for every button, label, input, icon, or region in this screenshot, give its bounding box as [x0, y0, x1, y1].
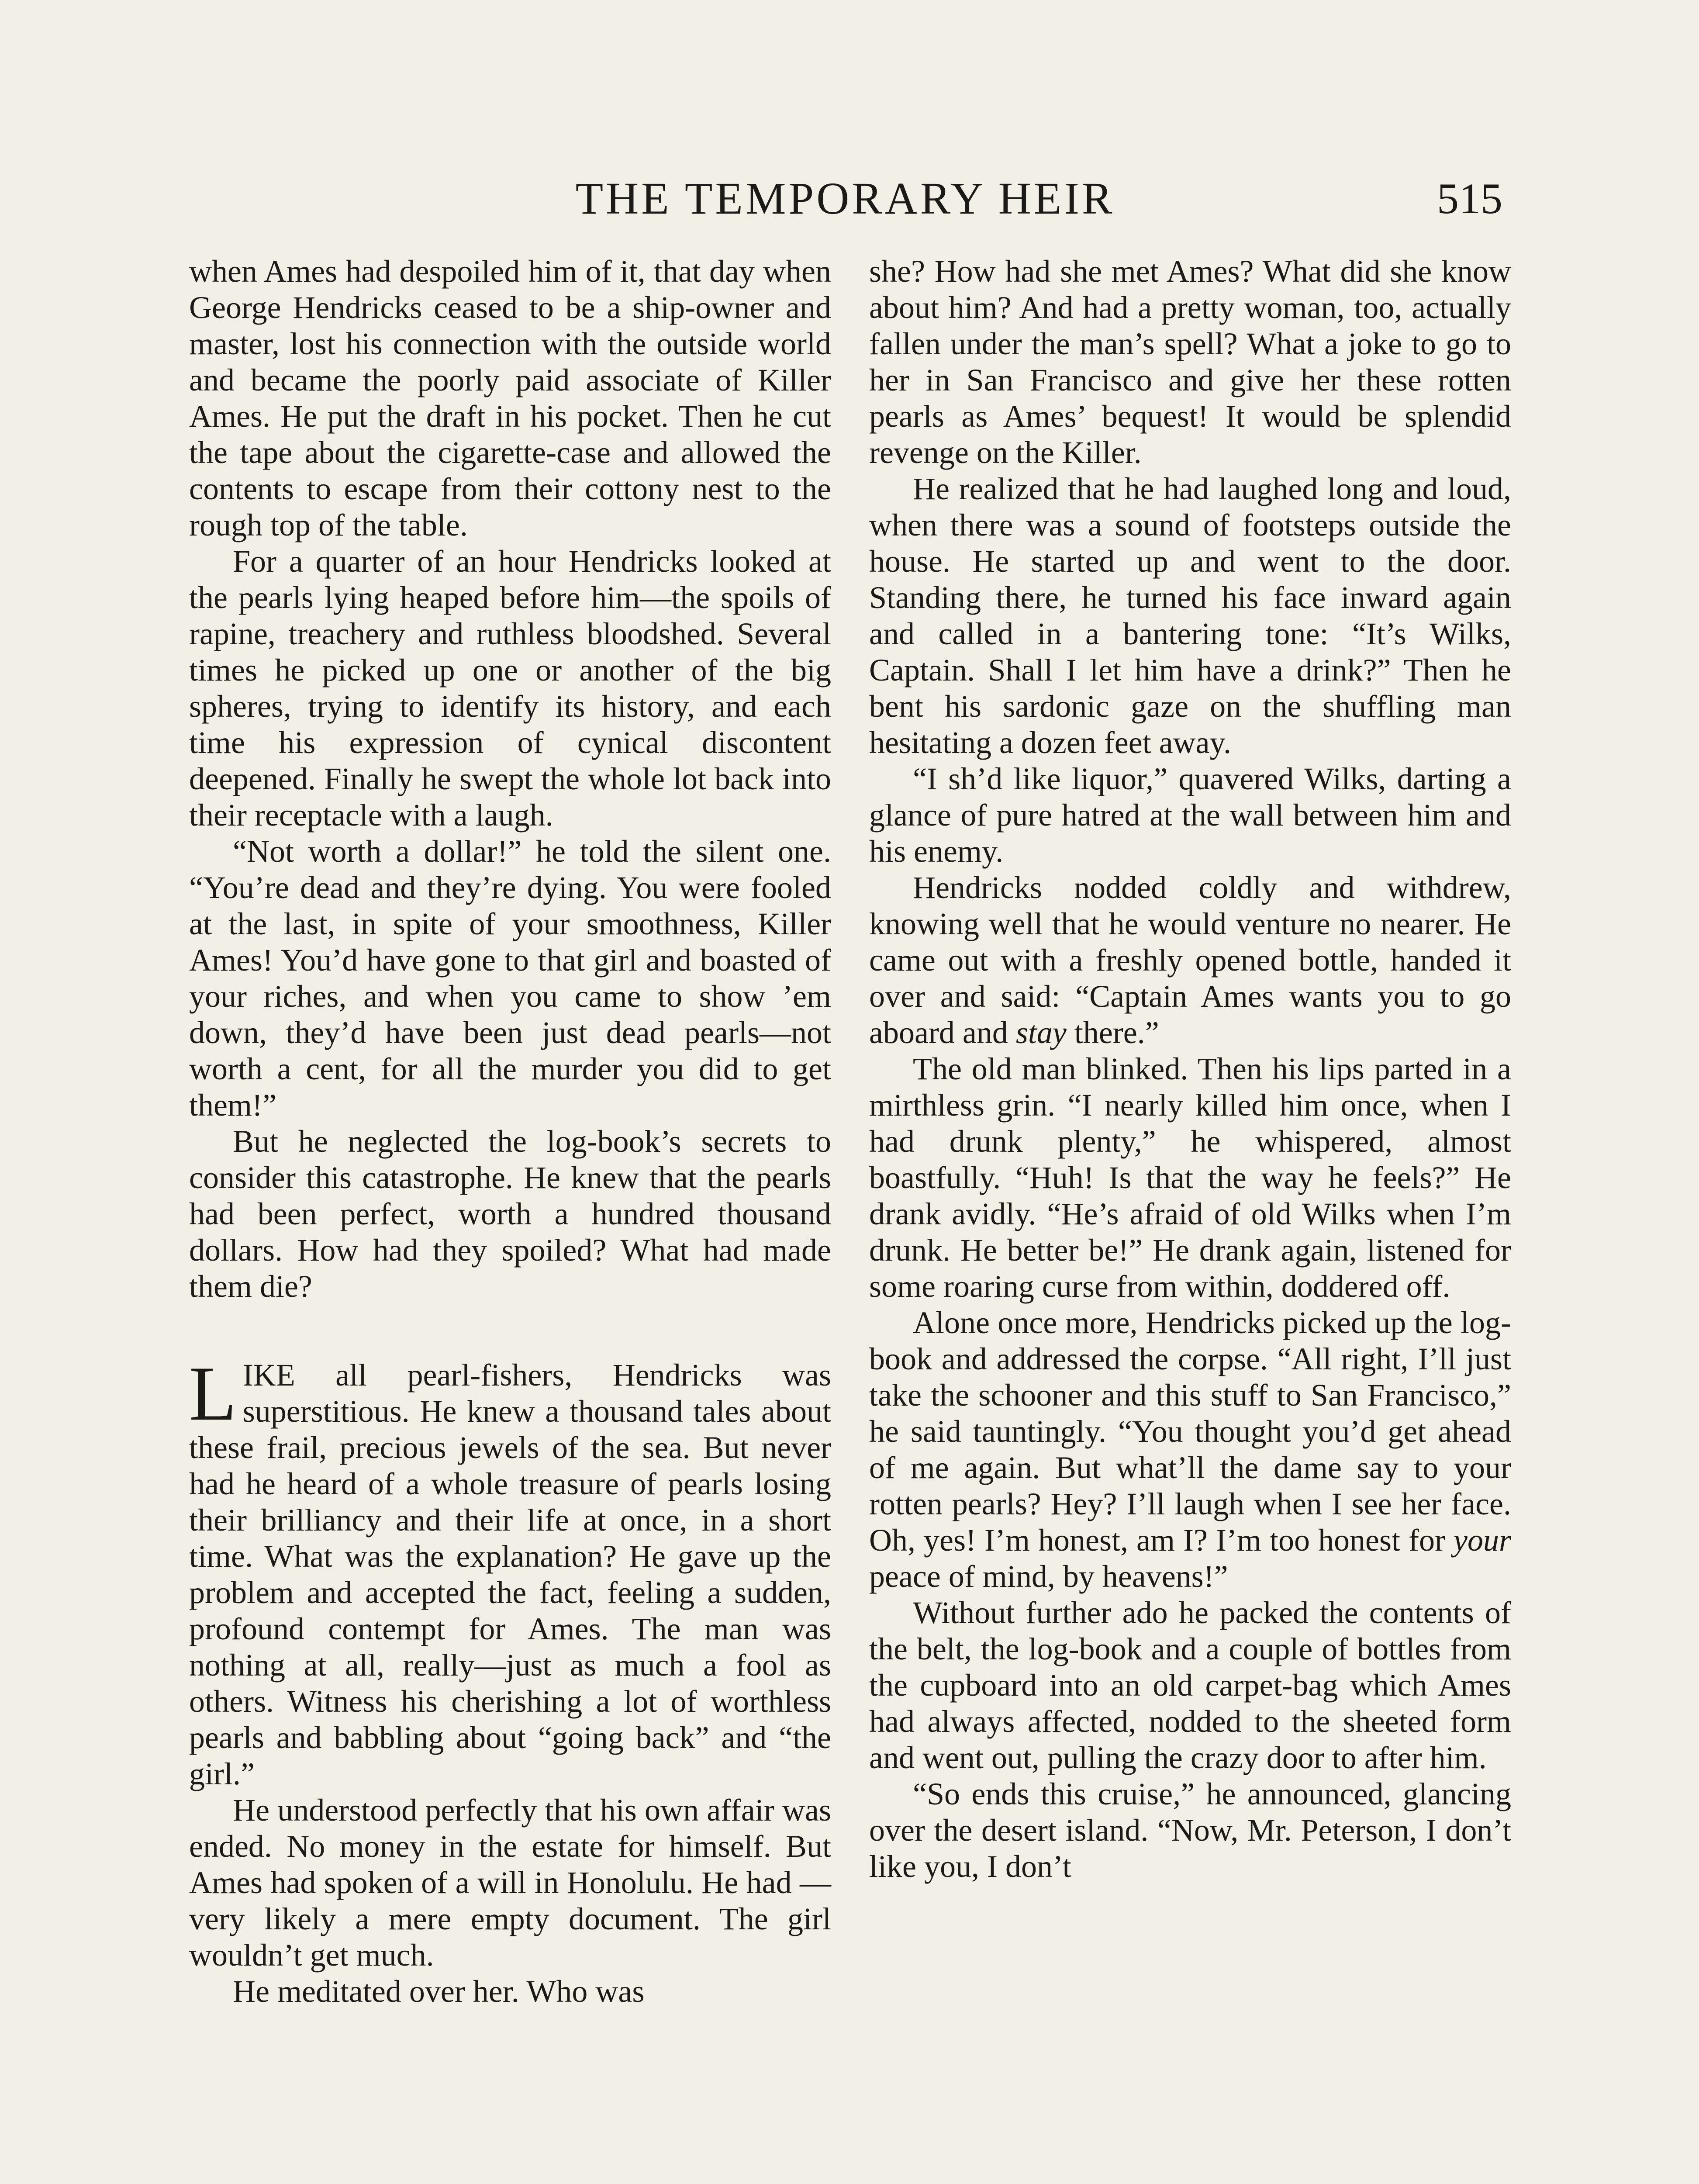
- paragraph-text: Alone once more, Hendricks picked up the log-book and addressed the corpse. “All right, I’ll just take the schooner and this stuff to San Francisco,” he said tauntingly. “You thought you’d get ahead of me again. But what’ll the dame say to your rotten pearls? Hey? I’ll laugh when I see her face. Oh, yes! I’m honest, am I? I’m too honest for: [869, 1305, 1511, 1558]
- paragraph: He meditated over her. Who was: [233, 1974, 645, 2009]
- paragraph: “So ends this cruise,” he announced, glancing over the desert island. “Now, Mr. Peterson, I don’t like you, I don’t: [869, 1776, 1511, 1884]
- paragraph: Without further ado he packed the contents of the belt, the log-book and a couple of bottles from the cupboard into an old carpet-bag which Ames had always affected, nodded to the sheeted form and went out, pulling the crazy door to after him.: [869, 1595, 1511, 1775]
- paragraph-text: there.”: [1066, 1015, 1159, 1050]
- paragraph: The old man blinked. Then his lips parted in a mirthless grin. “I nearly killed him once, when I had drunk plenty,” he whispered, almost boastfully. “Huh! Is that the way he feels?” He drank avidly. “He’s afraid of old Wilks when I’m drunk. He better be!” He drank again, listened for some roaring curse from within, doddered off.: [869, 1051, 1511, 1304]
- paragraph: when Ames had despoiled him of it, that day when George Hendricks ceased to be a ship-owner and master, lost his connection with the outside world and became the poorly paid associate of Killer Ames. He put the draft in his pocket. Then he cut the tape about the cigarette-case and allowed the contents to escape from their cottony nest to the rough top of the table.: [189, 254, 831, 543]
- left-column: [189, 253, 831, 2010]
- paragraph: He realized that he had laughed long and loud, when there was a sound of footsteps outside the house. He started up and went to the door. Standing there, he turned his face inward again and called in a bantering tone: “It’s Wilks, Captain. Shall I let him have a drink?” Then he bent his sardonic gaze on the shuffling man hesitating a dozen feet away.: [869, 471, 1511, 760]
- paragraph: He understood perfectly that his own affair was ended. No money in the estate for himself. But Ames had spoken of a will in Honolulu. He had —very likely a mere empty document. The girl wouldn’t get much.: [189, 1793, 831, 1973]
- paragraph: “I sh’d like liquor,” quavered Wilks, darting a glance of pure hatred at the wall between him and his enemy.: [869, 761, 1511, 869]
- paragraph-text: peace of mind, by heavens!”: [869, 1559, 1228, 1594]
- section-paragraph: [189, 1350, 831, 1792]
- page-number: 515: [1437, 174, 1502, 223]
- italic-word: stay: [1015, 1015, 1067, 1050]
- page-header: [188, 166, 1502, 232]
- running-title: THE TEMPORARY HEIR: [575, 173, 1115, 224]
- paragraph-text: Hendricks nodded coldly and withdrew, knowing well that he would venture no nearer. He came out with a freshly opened bottle, handed it over and said: “Captain Ames wants you to go aboard and: [869, 870, 1511, 1050]
- paragraph: she? How had she met Ames? What did she know about him? And had a pretty woman, too, actually fallen under the man’s spell? What a joke to go to her in San Francisco and give her these rotten pearls as Ames’ bequest! It would be splendid revenge on the Killer.: [869, 254, 1511, 470]
- paragraph: But he neglected the log-book’s secrets to consider this catastrophe. He knew that the pearls had been perfect, worth a hundred thousand dollars. How had they spoiled? What had made them die?: [189, 1124, 831, 1304]
- paragraph: For a quarter of an hour Hendricks looked at the pearls lying heaped before him—the spoils of rapine, treachery and ruthless bloodshed. Several times he picked up one or another of the big spheres, trying to identify its history, and each time his expression of cynical discontent deepened. Finally he swept the whole lot back into their receptacle with a laugh.: [189, 544, 831, 833]
- right-column: [869, 253, 1511, 1885]
- paragraph: “Not worth a dollar!” he told the silent one. “You’re dead and they’re dying. You were fooled at the last, in spite of your smoothness, Killer Ames! You’d have gone to that girl and boasted of your riches, and when you came to show ’em down, they’d have been just dead pearls—not worth a cent, for all the murder you did to get them!”: [189, 834, 831, 1123]
- paragraph: [869, 1305, 1511, 1595]
- italic-word: your: [1454, 1523, 1511, 1558]
- paragraph-text: IKE all pearl-fishers, Hendricks was superstitious. He knew a thousand tales about these frail, precious jewels of the sea. But never had he heard of a whole treasure of pearls losing their brilliancy and their life at once, in a short time. What was the explanation? He gave up the problem and accepted the fact, feeling a sudden, profound contempt for Ames. The man was nothing at all, really—just as much a fool as others. Witness his cherishing a lot of worthless pearls and babbling about “going back” and “the girl.”: [189, 1358, 831, 1791]
- paragraph: [869, 870, 1511, 1051]
- drop-cap: L: [189, 1350, 237, 1437]
